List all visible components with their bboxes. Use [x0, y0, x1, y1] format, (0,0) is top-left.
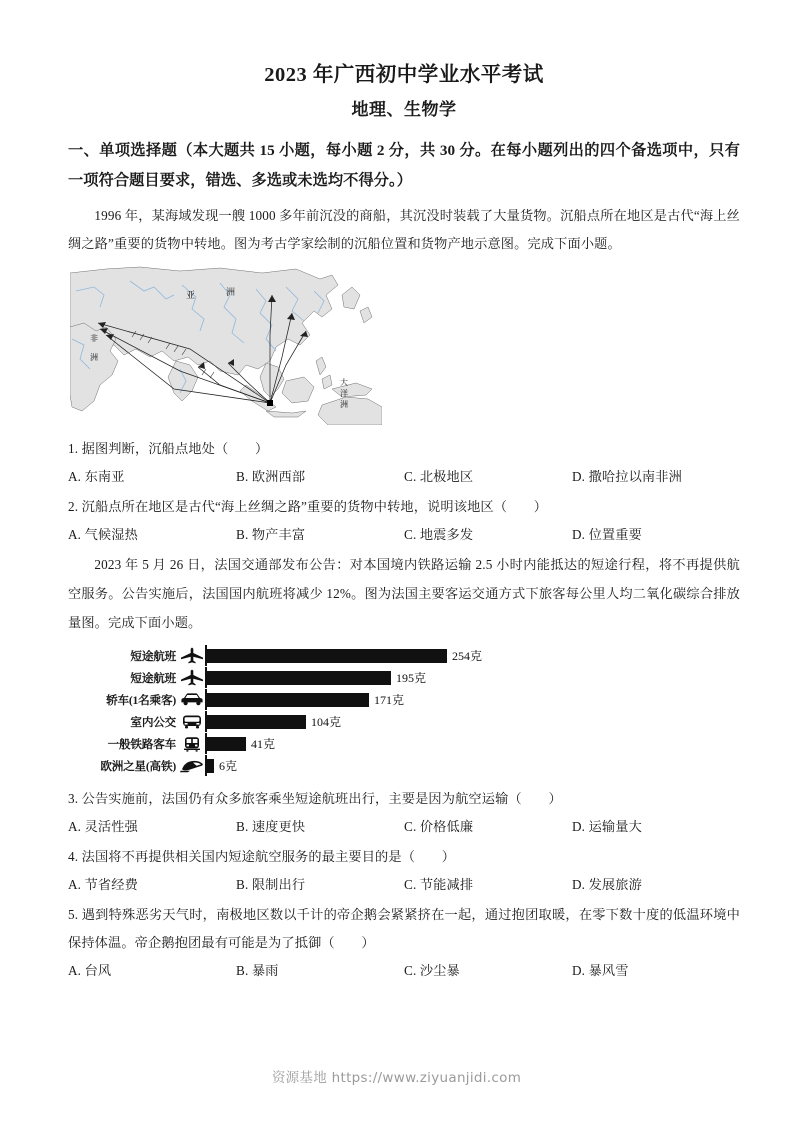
chart-row	[68, 667, 528, 688]
page-title: 2023 年广西初中学业水平考试	[264, 64, 544, 86]
chart-row	[68, 689, 528, 710]
question-5-options	[68, 957, 740, 985]
chart-bar-group	[207, 711, 528, 732]
page-content	[68, 60, 740, 987]
airplane-icon	[179, 646, 205, 665]
question-3-option-b[interactable]: B. 速度更快	[236, 819, 306, 835]
question-2-options	[68, 521, 740, 549]
question-2-stem: 2. 沉船点所在地区是古代“海上丝绸之路”重要的货物中转地，说明该地区（ ）	[68, 499, 548, 515]
svg-text:洲: 洲	[226, 287, 236, 298]
question-5-stem: 5. 遇到特殊恶劣天气时，南极地区数以千计的帝企鹅会紧紧挤在一起，通过抱团取暖，在零下数十度的低温环境中保持体温。帝企鹅抱团最有可能是为了抵御（ ）	[68, 907, 740, 951]
chart-row	[68, 645, 528, 666]
airplane-icon	[179, 668, 205, 687]
question-5-option-c[interactable]: C. 沙尘暴	[404, 963, 460, 979]
svg-text:洋: 洋	[340, 389, 348, 399]
chart-bar-value: 171克	[374, 693, 405, 708]
chart-bar-value: 254克	[452, 649, 483, 664]
chart-bar-group	[207, 755, 528, 776]
chart-bar-group	[207, 667, 528, 688]
question-5-option-a[interactable]: A. 台风	[68, 963, 112, 979]
chart-bar	[207, 671, 391, 685]
material-shipwreck-text: 1996 年，某海域发现一艘 1000 多年前沉没的商船，其沉没时装载了大量货物。沉船点所在地区是古代“海上丝绸之路”重要的货物中转地。图为考古学家绘制的沉船位置和货物产地示意图。完成下面小题。	[68, 207, 740, 252]
question-3-stem: 3. 公告实施前，法国仍有众多旅客乘坐短途航班出行，主要是因为航空运输（ ）	[68, 791, 562, 807]
question-1-options	[68, 463, 740, 491]
question-2-option-c[interactable]: C. 地震多发	[404, 527, 474, 543]
chart-category-label: 轿车(1名乘客)	[106, 693, 176, 707]
footer-watermark: 资源基地 https://www.ziyuanjidi.com	[271, 1070, 522, 1086]
svg-text:亚: 亚	[186, 290, 196, 301]
chart-category-label: 一般铁路客车	[107, 737, 176, 751]
question-1-option-a[interactable]: A. 东南亚	[68, 469, 125, 485]
question-4-option-c[interactable]: C. 节能减排	[404, 877, 474, 893]
chart-bar	[207, 759, 214, 773]
question-5-option-b[interactable]: B. 暴雨	[236, 963, 279, 979]
question-3-options	[68, 813, 740, 841]
chart-category-label: 室内公交	[130, 715, 176, 729]
train-icon	[179, 734, 205, 753]
chart-row	[68, 711, 528, 732]
chart-bar-value: 104克	[311, 715, 342, 730]
chart-bar-group	[207, 645, 528, 666]
car-icon	[179, 690, 205, 709]
question-1-option-d[interactable]: D. 撒哈拉以南非洲	[572, 469, 682, 485]
question-4-option-b[interactable]: B. 限制出行	[236, 877, 306, 893]
question-4-option-d[interactable]: D. 发展旅游	[572, 877, 642, 893]
section-header-single-choice: 一、单项选择题（本大题共 15 小题，每小题 2 分，共 30 分。在每小题列出的四个备选项中，只有一项符合题目要求，错选、多选或未选均不得分。）	[68, 142, 740, 189]
question-1-option-b[interactable]: B. 欧洲西部	[236, 469, 306, 485]
chart-bar-group	[207, 733, 528, 754]
material-france-text: 2023 年 5 月 26 日，法国交通部发布公告：对本国境内铁路运输 2.5 小时内能抵达的短途行程，将不再提供航空服务。公告实施后，法国国内航班将减少 12%。图为法国主要客运交通方式下旅客每公里人均二氧化碳综合排放量图。完成下面小题。	[68, 557, 740, 630]
bus-icon	[179, 712, 205, 731]
chart-category-label: 短途航班	[130, 671, 176, 685]
svg-text:洲: 洲	[340, 400, 348, 410]
chart-bar	[207, 693, 369, 707]
chart-bar	[207, 737, 246, 751]
shipwreck-location-map	[70, 265, 382, 425]
page-subtitle: 地理、生物学	[351, 99, 457, 119]
high-speed-train-icon	[179, 756, 205, 775]
question-3-option-c[interactable]: C. 价格低廉	[404, 819, 474, 835]
question-2-option-d[interactable]: D. 位置重要	[572, 527, 642, 543]
chart-row	[68, 755, 528, 776]
question-3-option-a[interactable]: A. 灵活性强	[68, 819, 138, 835]
question-4-stem: 4. 法国将不再提供相关国内短途航空服务的最主要目的是（ ）	[68, 849, 456, 865]
chart-bar	[207, 715, 306, 729]
chart-row	[68, 733, 528, 754]
question-1-stem: 1. 据图判断，沉船点地处（ ）	[68, 441, 269, 457]
svg-text:非: 非	[90, 334, 98, 344]
question-1-option-c[interactable]: C. 北极地区	[404, 469, 474, 485]
chart-bar-value: 195克	[396, 671, 427, 686]
question-3-option-d[interactable]: D. 运输量大	[572, 819, 642, 835]
svg-text:洲: 洲	[90, 353, 98, 363]
question-2-option-a[interactable]: A. 气候湿热	[68, 527, 138, 543]
chart-bar-group	[207, 689, 528, 710]
chart-category-label: 短途航班	[130, 649, 176, 663]
svg-text:大: 大	[340, 378, 348, 388]
question-4-option-a[interactable]: A. 节省经费	[68, 877, 138, 893]
chart-bar	[207, 649, 447, 663]
question-4-options	[68, 871, 740, 899]
question-2-option-b[interactable]: B. 物产丰富	[236, 527, 306, 543]
question-5-option-d[interactable]: D. 暴风雪	[572, 963, 629, 979]
chart-bar-value: 6克	[219, 759, 238, 774]
chart-bar-value: 41克	[251, 737, 276, 752]
co2-emission-bar-chart	[68, 645, 528, 779]
chart-category-label: 欧洲之星(高铁)	[100, 759, 176, 773]
